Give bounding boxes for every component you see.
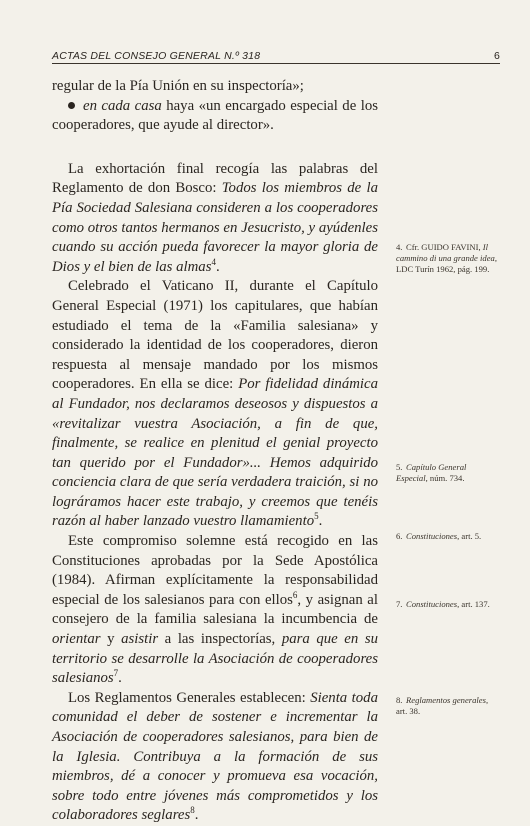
note-tail: , art. 38. <box>396 695 489 716</box>
bullet-italic: en cada casa <box>83 97 162 114</box>
margin-note-4 <box>396 242 500 275</box>
p3-italic-orientar: orientar <box>52 631 101 648</box>
note-number: 4. <box>396 242 403 252</box>
p4-text: Los Reglamentos Generales establecen: <box>68 689 311 706</box>
margin-note-7 <box>396 599 500 610</box>
note-tail: , LDC Turín 1962, pág. 199. <box>396 253 497 274</box>
p4-quote: Sienta toda comunidad el deber de sostener e incrementar la Asociación de cooperadores salesianos, para bien de la Iglesia. Contribuya a la formación de sus miembros, dé a conocer y promueva esa vocación, sobre todo entre jóvenes más comprometidos y los colaboradores seglares <box>52 689 378 824</box>
note-number: 5. <box>396 462 403 472</box>
p2-end: . <box>318 513 323 530</box>
paragraph-reglamentos <box>52 689 378 826</box>
continuation-line: regular de la Pía Unión en su inspectoría»; <box>52 78 304 94</box>
margin-note-8 <box>396 695 500 717</box>
footnote-ref-7: 7 <box>113 668 119 679</box>
paragraph-compromiso <box>52 532 378 689</box>
p1-quote: Todos los miembros de la Pía Sociedad Salesiana consideren a los cooperadores como otros tantos hermanos en Jesucristo, y ayúdenles cuando su acción pueda favorecer la mayor gloria de Dios y el bien de las almas <box>52 180 378 275</box>
header-title: ACTAS DEL CONSEJO GENERAL N.º 318 <box>52 50 261 62</box>
p3-text-c: y <box>100 631 122 648</box>
note-italic: Constituciones <box>406 531 458 541</box>
p3-italic-asistir: asistir <box>121 631 159 648</box>
page-number: 6 <box>493 50 500 62</box>
note-tail: , núm. 734. <box>425 473 465 483</box>
bullet-paragraph <box>52 97 378 136</box>
paragraph-continuation <box>52 77 378 97</box>
p3-text-a: Este compromiso solemne está recogido en las Constituciones aprobadas por la Sede Apostólica (1984). Afirman explícitamente la responsabilidad especial de los salesianos para con ellos <box>52 533 378 608</box>
note-tail: , art. 5. <box>457 531 482 541</box>
note-number: 8. <box>396 695 403 705</box>
p3-text-b: , y asignan al consejero de la familia salesiana la incumbencia de <box>52 591 378 628</box>
p3-end: . <box>118 670 122 687</box>
footnote-ref-8: 8 <box>190 805 195 816</box>
note-text: Cfr. GUIDO FAVINI, <box>406 242 483 252</box>
margin-note-6 <box>396 531 500 542</box>
note-number: 7. <box>396 599 403 609</box>
p3-quote: para que en su territorio se desarrolle la Asociación de cooperadores salesianos <box>52 631 378 687</box>
p2-text: Celebrado el Vaticano II, durante el Capítulo General Especial (1971) los capitulares, que habían estudiado el tema de la «Familia salesiana» y considerado la identidad de los cooperadores, dieron respuesta al mensaje mandado por los mismos cooperadores. En ella se dice: <box>52 278 378 393</box>
p1-text: La exhortación final recogía las palabras del Reglamento de don Bosco: <box>52 160 378 197</box>
note-italic: Reglamentos generales <box>406 695 486 705</box>
bullet-icon <box>68 102 75 109</box>
paragraph-exhortacion <box>52 160 378 278</box>
footnote-ref-4: 4 <box>211 256 216 267</box>
p2-quote: Por fidelidad dinámica al Fundador, nos declaramos deseosos y dispuestos a «revitalizar vuestra Asociación, a fin de que, finalmente, se realice en plenitud el genial proyecto tan querido por el Fundador»... Hemos adquirido conciencia clara de que sería verdadera traición, si no lográramos hacer este trabajo, y creemos que tenéis razón al haber lanzado vuestro llamamiento <box>52 376 378 530</box>
note-italic: Capítulo General Especial <box>396 462 467 483</box>
footnote-ref-6: 6 <box>292 589 298 600</box>
note-tail: , art. 137. <box>457 599 490 609</box>
bullet-text: haya «un encargado especial de los cooperadores, que ayude al director». <box>52 97 378 134</box>
note-number: 6. <box>396 531 403 541</box>
note-italic: Il cammino di una grande idea <box>396 242 495 263</box>
p4-end: . <box>194 807 199 824</box>
main-text-column <box>52 77 378 826</box>
note-italic: Constituciones <box>406 599 458 609</box>
p1-end: . <box>215 258 220 275</box>
p3-text-d: a las inspectorías, <box>158 631 282 648</box>
running-header <box>52 50 500 64</box>
footnote-ref-5: 5 <box>314 511 319 522</box>
margin-note-5 <box>396 462 500 484</box>
paragraph-vaticano <box>52 277 378 532</box>
